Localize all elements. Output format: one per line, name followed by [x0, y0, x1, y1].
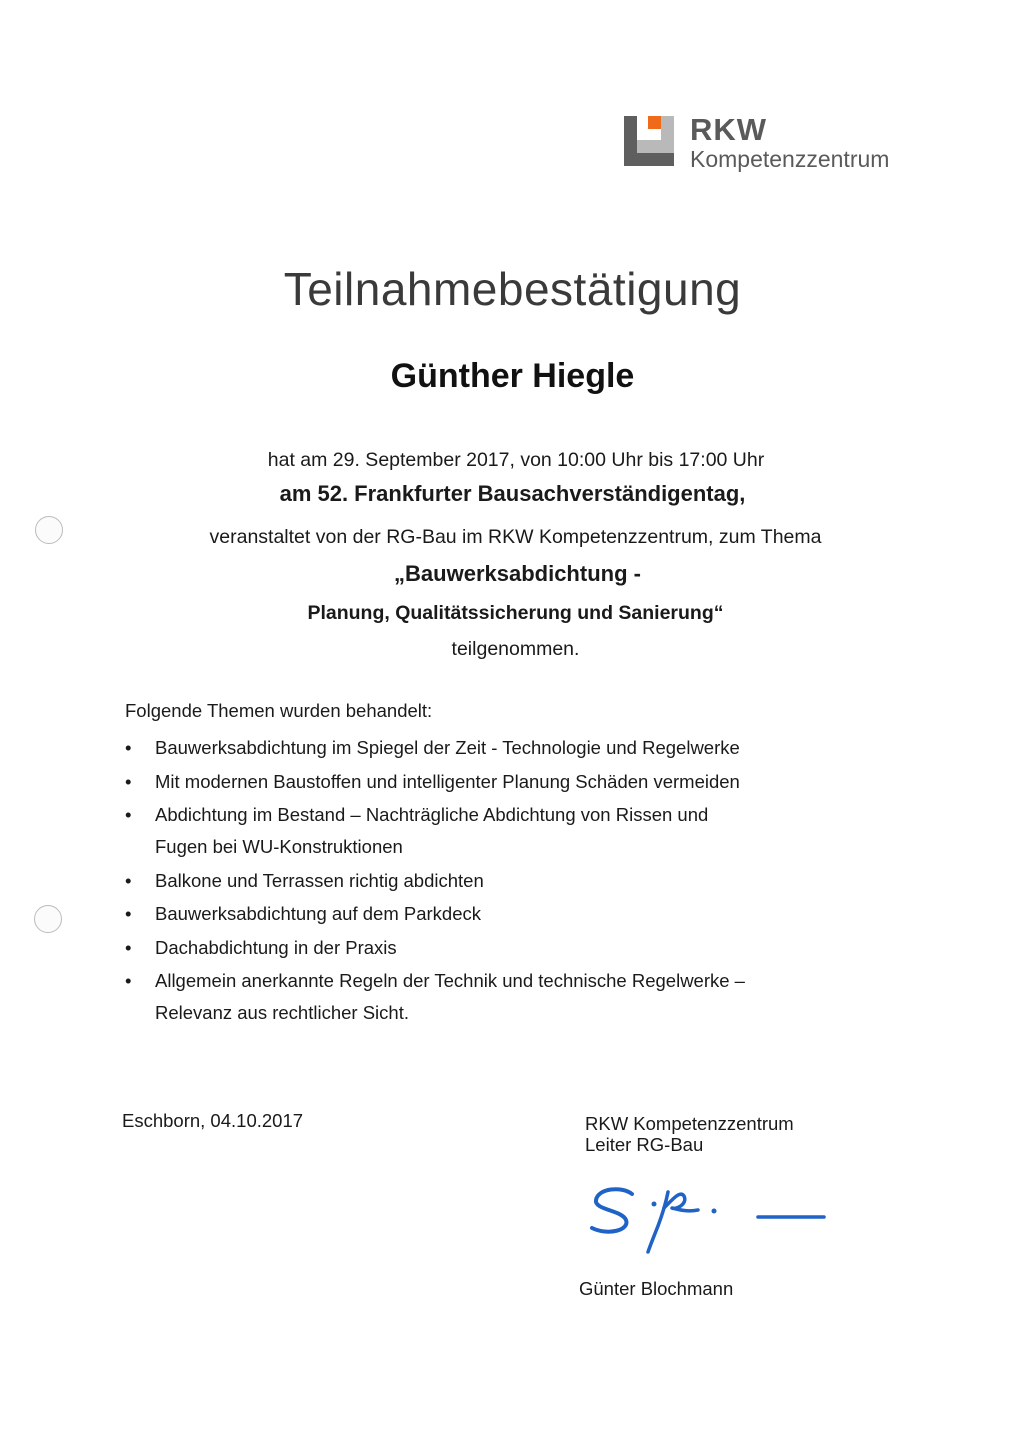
topic-text: Abdichtung im Bestand – Nachträgliche Abdichtung von Rissen und Fugen bei WU-Konstruktionen [155, 804, 709, 857]
organization-block [585, 1113, 794, 1155]
rkw-logo [624, 112, 924, 176]
topics-heading: Folgende Themen wurden behandelt: [125, 700, 433, 721]
list-item [122, 766, 822, 798]
org-role: Leiter RG-Bau [585, 1134, 704, 1155]
bullet-icon: • [125, 804, 132, 825]
topic-text: Dachabdichtung in der Praxis [155, 936, 397, 958]
place-date: Eschborn, 04.10.2017 [122, 1110, 304, 1131]
bullet-icon: • [125, 770, 132, 792]
signer-name: Günter Blochmann [579, 1278, 734, 1299]
list-item [122, 965, 795, 1029]
topic-title: „Bauwerksabdichtung - [394, 561, 641, 586]
date-line: hat am 29. September 2017, von 10:00 Uhr bis 17:00 Uhr [267, 449, 765, 471]
bullet-icon: • [125, 936, 132, 958]
bullet-icon: • [125, 869, 132, 891]
topic-text: Bauwerksabdichtung auf dem Parkdeck [155, 903, 481, 924]
handwritten-signature [588, 1180, 838, 1260]
participant-name: Günther Hiegle [390, 357, 635, 395]
list-item [122, 865, 822, 897]
list-item [122, 898, 822, 930]
logo-subtitle: Kompetenzzentrum [690, 146, 890, 172]
event-line: am 52. Frankfurter Bausachverständigentag, [279, 481, 746, 506]
topic-subtitle: Planung, Qualitätssicherung und Sanierung“ [307, 602, 724, 624]
topics-list [122, 732, 822, 1031]
rkw-logo-mark-icon [624, 116, 674, 166]
logo-block-accent [648, 116, 661, 129]
closing-line: teilgenommen. [451, 638, 580, 660]
topic-text: Balkone und Terrassen richtig abdichten [155, 869, 484, 891]
list-item [122, 799, 755, 863]
bullet-icon: • [125, 970, 132, 991]
list-item [122, 932, 822, 964]
topic-text: Bauwerksabdichtung im Spiegel der Zeit - Technologie und Regelwerke [155, 737, 740, 758]
topic-text: Allgemein anerkannte Regeln der Technik und technische Regelwerke – Relevanz aus rechtlicher Sicht. [155, 970, 745, 1023]
logo-name: RKW [690, 112, 768, 147]
organizer-line: veranstaltet von der RG-Bau im RKW Kompetenzzentrum, zum Thema [209, 526, 822, 548]
org-name: RKW Kompetenzzentrum [585, 1113, 794, 1134]
bullet-icon: • [125, 903, 132, 924]
topic-text: Mit modernen Baustoffen und intelligenter Planung Schäden vermeiden [155, 770, 740, 792]
certificate-title: Teilnahmebestätigung [283, 263, 742, 315]
punch-hole [34, 905, 62, 933]
list-item [122, 732, 822, 764]
bullet-icon: • [125, 737, 132, 758]
